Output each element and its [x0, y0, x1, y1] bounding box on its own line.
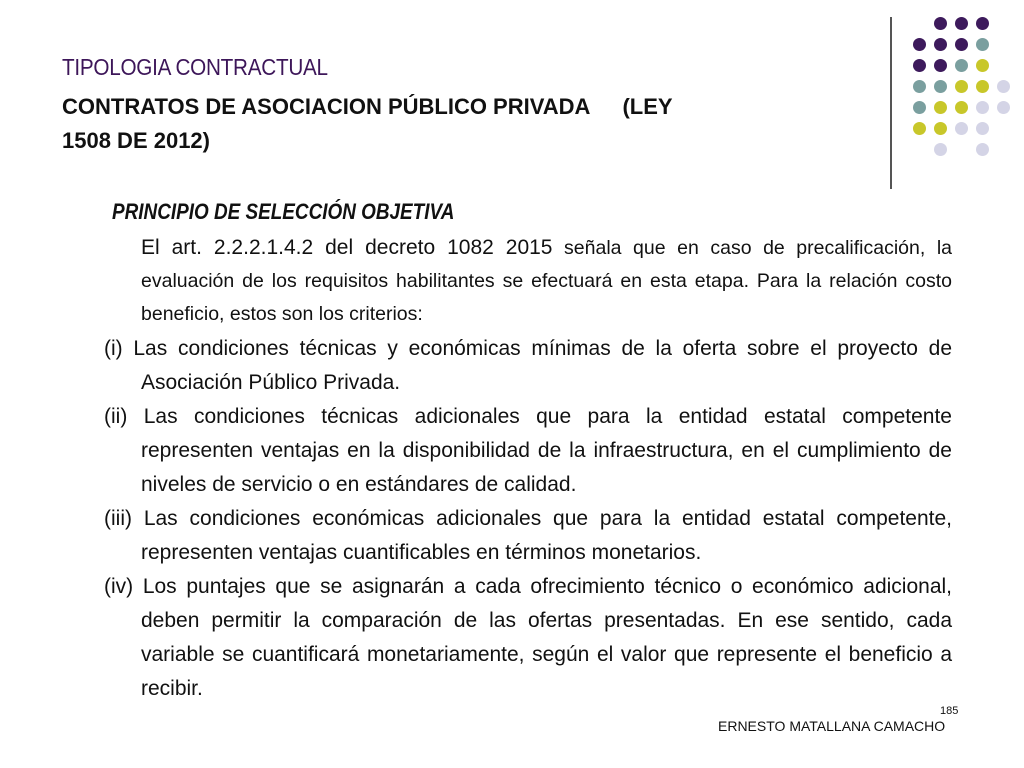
decorative-dot: [934, 80, 947, 93]
decorative-dot: [976, 122, 989, 135]
decorative-dot: [976, 59, 989, 72]
decorative-dot: [955, 17, 968, 30]
title-line-2: 1508 DE 2012): [62, 128, 210, 153]
intro-paragraph: [104, 231, 952, 331]
decorative-dot: [976, 38, 989, 51]
criterion-item: (ii) Las condiciones técnicas adicionales que para la entidad estatal competente representen ventajas en la disponibilidad de la infraestructura, en el cumplimiento de niveles de servicio o en estándares de calidad.: [104, 405, 952, 496]
intro-lead: El art. 2.2.2.1.4.2 del decreto 1082 2015: [141, 236, 553, 259]
decorative-dot: [976, 101, 989, 114]
title-line-1: [62, 90, 862, 124]
decorative-dot: [934, 122, 947, 135]
decorative-dot: [934, 101, 947, 114]
title-ley: (LEY: [622, 94, 673, 119]
decorative-dot: [976, 80, 989, 93]
page-number: 185: [940, 705, 959, 717]
decorative-dot: [955, 38, 968, 51]
decorative-dot: [913, 101, 926, 114]
section-body: [104, 231, 952, 706]
intro-rest: señala que en caso de precalificación, la evaluación de los requisitos habilitantes se efectuará en esta etapa. Para la relación costo beneficio, estos son los criterios:: [141, 237, 952, 325]
section-heading: PRINCIPIO DE SELECCIÓN OBJETIVA: [112, 199, 455, 224]
page-title: [62, 90, 862, 158]
decorative-dot: [934, 17, 947, 30]
criterion-item: (iii) Las condiciones económicas adicionales que para la entidad estatal competente, representen ventajas cuantificables en términos monetarios.: [104, 507, 952, 564]
decorative-dot: [913, 80, 926, 93]
decorative-dot: [955, 101, 968, 114]
topic-label: TIPOLOGIA CONTRACTUAL: [62, 54, 328, 80]
decorative-dot: [955, 59, 968, 72]
decorative-dot: [913, 59, 926, 72]
decorative-dot: [913, 38, 926, 51]
decorative-dot: [934, 143, 947, 156]
decorative-dot: [955, 122, 968, 135]
decorative-dot: [934, 38, 947, 51]
decorative-dot: [997, 101, 1010, 114]
title-text: CONTRATOS DE ASOCIACION PÚBLICO PRIVADA: [62, 94, 591, 119]
criterion-item: (i) Las condiciones técnicas y económicas mínimas de la oferta sobre el proyecto de Asociación Público Privada.: [104, 337, 952, 394]
decorative-dot: [997, 80, 1010, 93]
decorative-dot: [955, 80, 968, 93]
decorative-dot: [976, 143, 989, 156]
decorative-dot: [934, 59, 947, 72]
author-footer: ERNESTO MATALLANA CAMACHO: [718, 718, 946, 734]
decorative-dot: [976, 17, 989, 30]
criterion-item: (iv) Los puntajes que se asignarán a cada ofrecimiento técnico o económico adicional, deben permitir la comparación de las ofertas presentadas. En ese sentido, cada variable se cuantificará monetariamente, según el valor que represente el beneficio a recibir.: [104, 575, 952, 700]
decorative-dot: [913, 122, 926, 135]
header-divider: [890, 17, 892, 189]
